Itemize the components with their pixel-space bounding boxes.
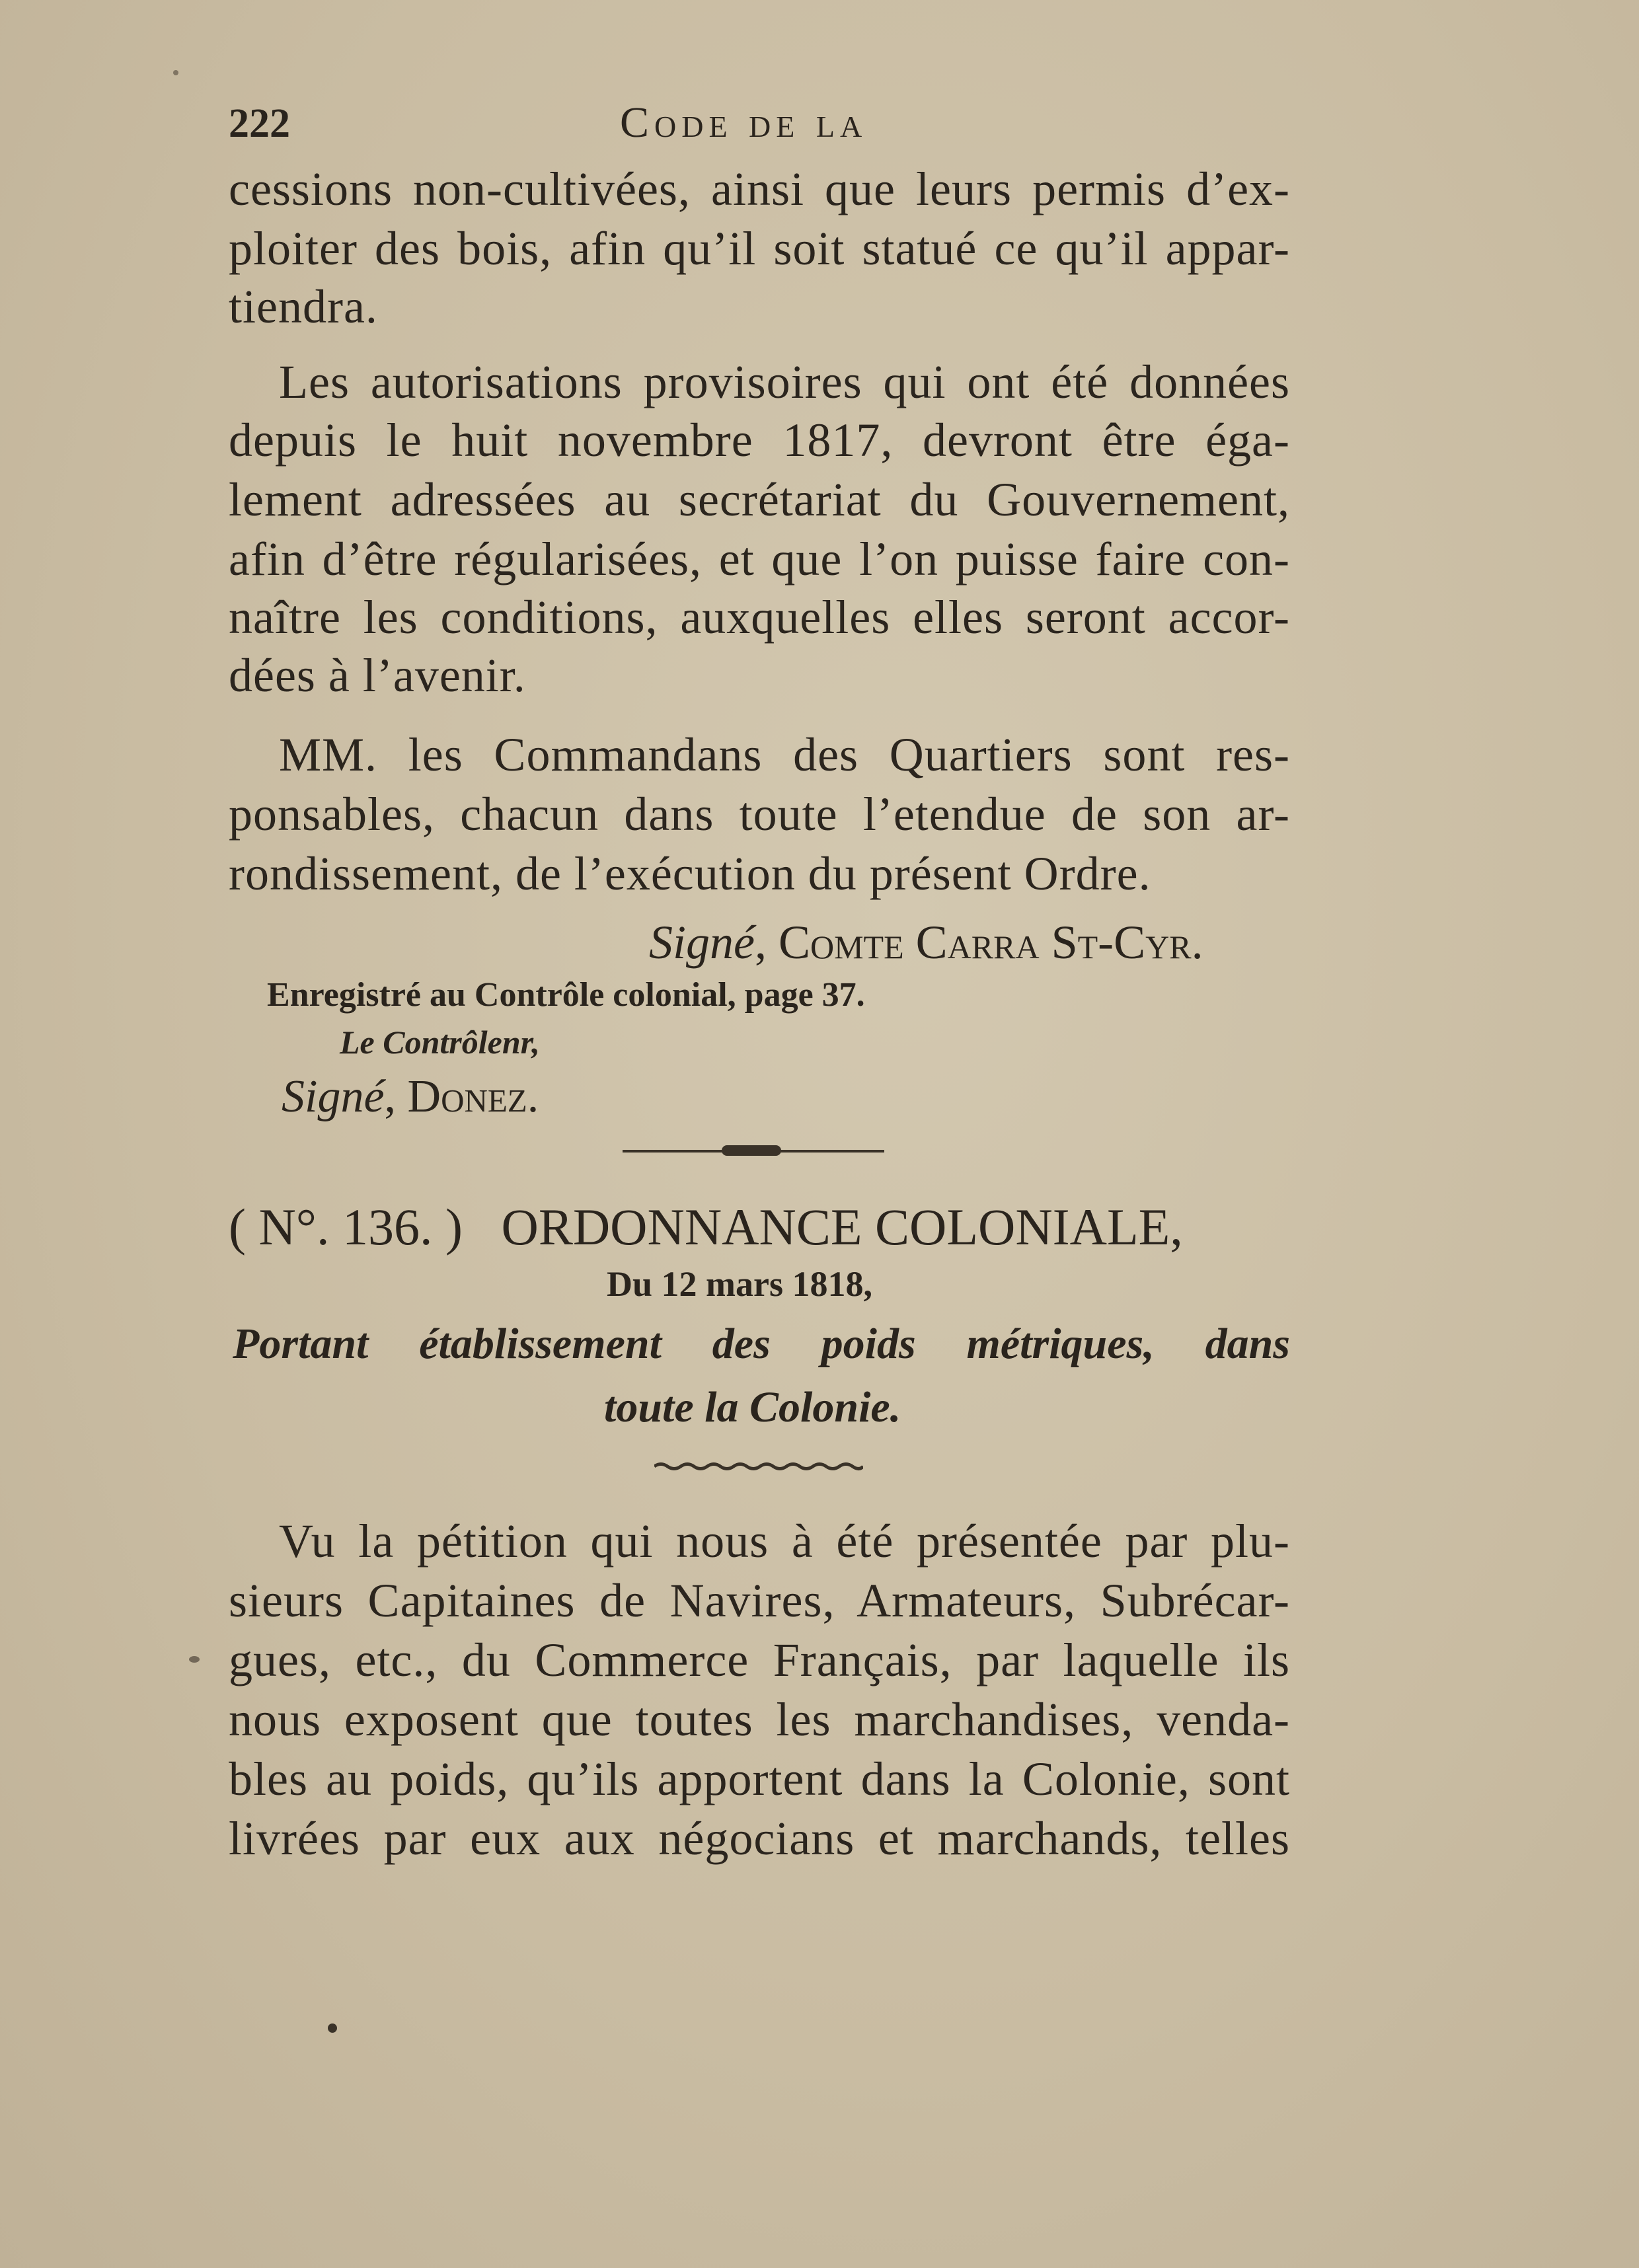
ink-speck bbox=[328, 2023, 337, 2033]
text-line: MM. les Commandans des Quartiers sont res- bbox=[279, 728, 1290, 781]
text-line: afin d’être régularisées, et que l’on puisse faire con- bbox=[229, 533, 1290, 586]
signed-word: Signé bbox=[649, 916, 755, 969]
text-line: ploiter des bois, afin qu’il soit statué ce qu’il appar- bbox=[229, 222, 1290, 275]
section-divider bbox=[623, 1150, 884, 1153]
controller-signature bbox=[282, 1071, 539, 1123]
wavy-ornament bbox=[654, 1462, 863, 1471]
text-line: cessions non-cultivées, ainsi que leurs permis d’ex- bbox=[229, 163, 1290, 215]
text-line: ponsables, chacun dans toute l’etendue de son ar- bbox=[229, 788, 1290, 841]
text-line: lement adressées au secrétariat du Gouvernement, bbox=[229, 473, 1290, 526]
controller-title: Le Contrôlenr, bbox=[340, 1024, 540, 1061]
controller-name: , Donez. bbox=[384, 1071, 539, 1122]
text-line: nous exposent que toutes les marchandises, venda- bbox=[229, 1693, 1290, 1746]
divider-ornament bbox=[722, 1145, 781, 1156]
text-line: livrées par eux aux négocians et marchands, telles bbox=[229, 1812, 1290, 1865]
registration-note: Enregistré au Contrôle colonial, page 37. bbox=[267, 976, 865, 1014]
ordinance-subtitle-continued: toute la Colonie. bbox=[604, 1383, 901, 1431]
text-line: Vu la pétition qui nous à été présentée par plu- bbox=[279, 1515, 1290, 1568]
text-line: depuis le huit novembre 1817, devront être éga- bbox=[229, 414, 1290, 467]
text-line: bles au poids, qu’ils apportent dans la Colonie, sont bbox=[229, 1753, 1290, 1805]
text-line: gues, etc., du Commerce Français, par laquelle ils bbox=[229, 1634, 1290, 1686]
text-line: dées à l’avenir. bbox=[229, 649, 526, 702]
ordinance-subtitle: Portant établissement des poids métriques, dans bbox=[233, 1320, 1290, 1368]
page-number: 222 bbox=[229, 101, 290, 146]
text-line: sieurs Capitaines de Navires, Armateurs, Subrécar- bbox=[229, 1574, 1290, 1627]
text-line: rondissement, de l’exécution du présent Ordre. bbox=[229, 847, 1151, 900]
signature-line bbox=[649, 915, 1203, 970]
text-line: Les autorisations provisoires qui ont été données bbox=[279, 356, 1290, 408]
ordinance-date: Du 12 mars 1818, bbox=[607, 1264, 872, 1304]
text-line: tiendra. bbox=[229, 280, 378, 333]
ordinance-heading bbox=[229, 1197, 1183, 1257]
ink-speck bbox=[189, 1656, 200, 1663]
ordinance-number: ( N°. 136. ) bbox=[229, 1198, 463, 1256]
signed-word: Signé bbox=[282, 1071, 385, 1122]
signatory-name: , Comte Carra St-Cyr. bbox=[754, 916, 1203, 969]
running-title: Code de la bbox=[620, 98, 868, 147]
ink-speck bbox=[173, 70, 178, 75]
ordinance-title: ORDONNANCE COLONIALE, bbox=[501, 1198, 1183, 1256]
text-line: naître les conditions, auxquelles elles seront accor- bbox=[229, 591, 1290, 644]
